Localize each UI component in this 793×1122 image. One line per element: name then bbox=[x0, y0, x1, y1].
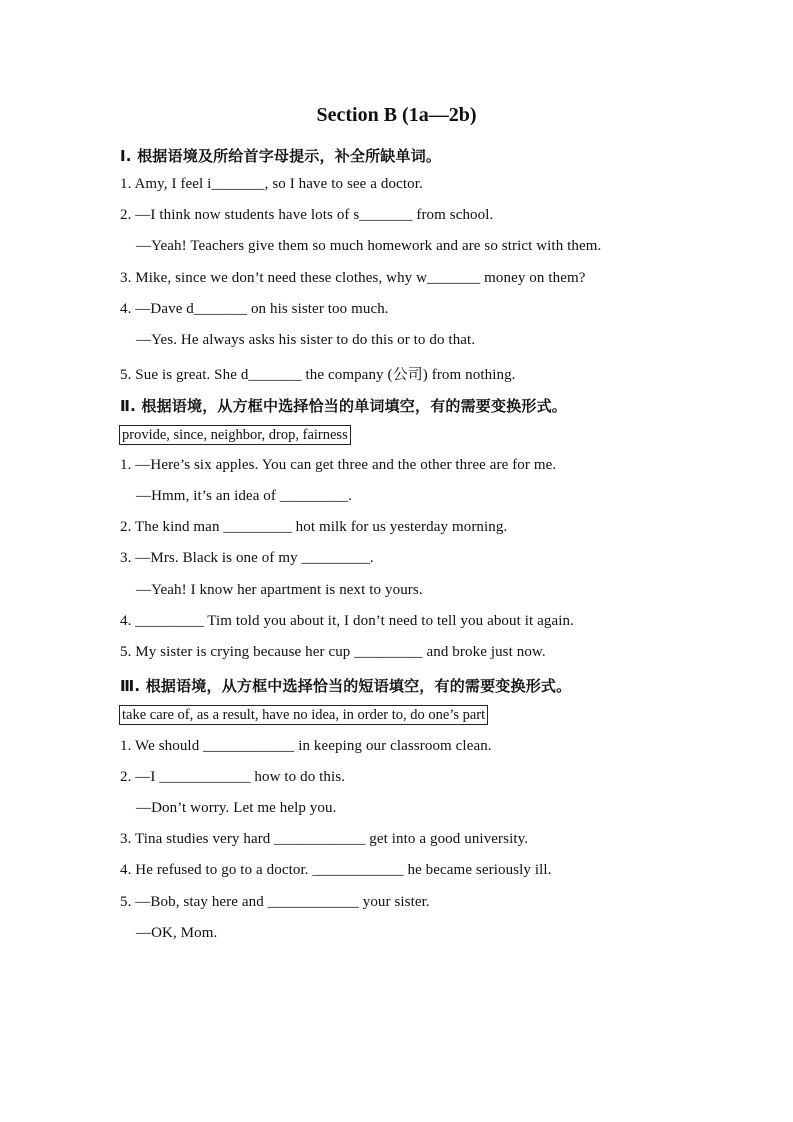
question-line: 2. —I think now students have lots of s_______ from school. bbox=[120, 207, 494, 223]
question-line: 5. Sue is great. She d_______ the company (公司) from nothing. bbox=[120, 367, 516, 383]
question-line: 3. Tina studies very hard ____________ get into a good university. bbox=[120, 831, 529, 847]
phrase-box: take care of, as a result, have no idea, in order to, do one’s part bbox=[119, 705, 488, 725]
answer-line: —Don’t worry. Let me help you. bbox=[136, 800, 337, 816]
answer-line: —OK, Mom. bbox=[136, 925, 218, 941]
answer-line: —Yes. He always asks his sister to do this or to do that. bbox=[136, 332, 476, 348]
question-line: 3. —Mrs. Black is one of my _________. bbox=[120, 550, 374, 566]
question-line: 1. —Here’s six apples. You can get three and the other three are for me. bbox=[120, 457, 557, 473]
word-box: provide, since, neighbor, drop, fairness bbox=[119, 425, 351, 445]
question-line: 2. —I ____________ how to do this. bbox=[120, 769, 346, 785]
section-2-heading: Ⅱ. 根据语境，从方框中选择恰当的单词填空，有的需要变换形式。 bbox=[120, 397, 568, 415]
question-line: 4. _________ Tim told you about it, I don’t need to tell you about it again. bbox=[120, 613, 574, 629]
question-line: 3. Mike, since we don’t need these clothes, why w_______ money on them? bbox=[120, 270, 586, 286]
answer-line: —Yeah! Teachers give them so much homework and are so strict with them. bbox=[136, 238, 602, 254]
section-3-heading: Ⅲ. 根据语境，从方框中选择恰当的短语填空，有的需要变换形式。 bbox=[120, 677, 572, 695]
answer-line: —Yeah! I know her apartment is next to yours. bbox=[136, 582, 423, 598]
question-line: 2. The kind man _________ hot milk for us yesterday morning. bbox=[120, 519, 508, 535]
answer-line: —Hmm, it’s an idea of _________. bbox=[136, 488, 353, 504]
question-line: 5. —Bob, stay here and ____________ your sister. bbox=[120, 894, 430, 910]
question-line: 1. Amy, I feel i_______, so I have to see a doctor. bbox=[120, 176, 423, 192]
section-1-heading: Ⅰ. 根据语境及所给首字母提示，补全所缺单词。 bbox=[120, 147, 442, 165]
question-line: 1. We should ____________ in keeping our classroom clean. bbox=[120, 738, 492, 754]
question-line: 4. —Dave d_______ on his sister too much. bbox=[120, 301, 389, 317]
page-title: Section B (1a—2b) bbox=[316, 104, 477, 126]
question-line: 5. My sister is crying because her cup _________ and broke just now. bbox=[120, 644, 546, 660]
question-line: 4. He refused to go to a doctor. ____________ he became seriously ill. bbox=[120, 862, 552, 878]
